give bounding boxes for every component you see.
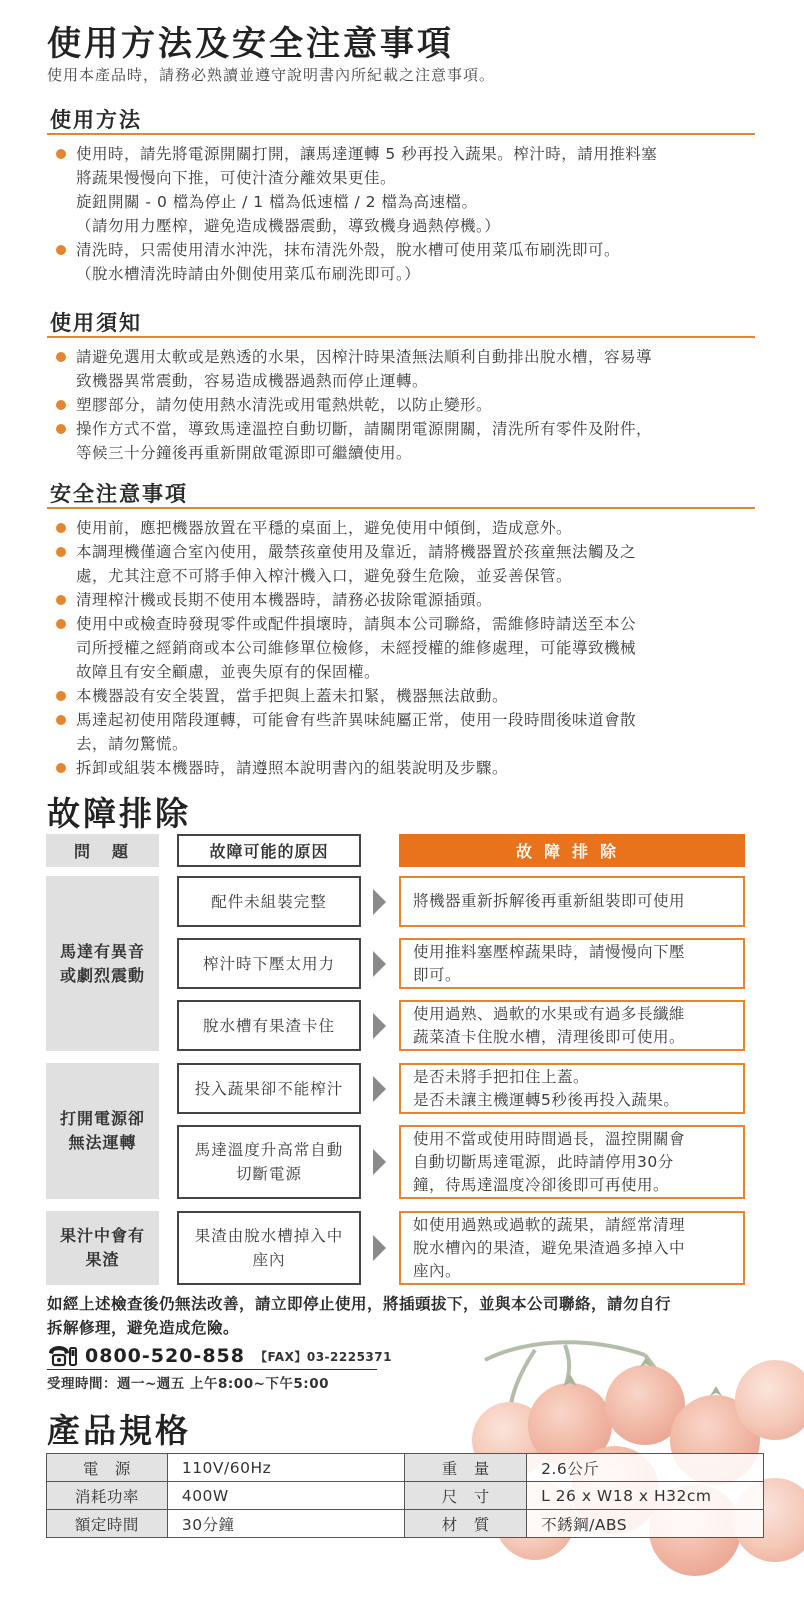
solution-item: 是否未將手把扣住上蓋。 是否未讓主機運轉5秒後再投入蔬果。	[399, 1063, 745, 1114]
list-item: 塑膠部分，請勿使用熱水清洗或用電熱烘乾，以防止變形。	[55, 393, 760, 417]
solution-column-header: 故障排除	[399, 834, 745, 867]
arrow-right-icon	[373, 1076, 386, 1102]
spec-label: 材 質	[405, 1510, 527, 1538]
problem-no-power: 打開電源卻 無法運轉	[46, 1063, 159, 1199]
table-row	[47, 1510, 764, 1538]
list-item: 使用時，請先將電源開關打開，讓馬達運轉 5 秒再投入蔬果。榨汁時，請用推料塞 將蔬果慢慢向下推，可使汁渣分離效果更佳。 旋鈕開關 - 0 檔為停止 / 1 檔為低速檔 / 2 檔為高速檔。 （請勿用力壓榨，避免造成機器震動，導致機身過熱停機。）	[55, 142, 760, 238]
problem-column-header: 問 題	[46, 834, 159, 867]
notice-divider	[47, 336, 755, 338]
bullet-icon	[56, 619, 66, 629]
problem-motor-noise: 馬達有異音 或劇烈震動	[46, 876, 159, 1051]
list-item: 本調理機僅適合室內使用，嚴禁孩童使用及靠近，請將機器置於孩童無法觸及之 處，尤其注意不可將手伸入榨汁機入口，避免發生危險，並妥善保管。	[55, 540, 760, 588]
notice-list	[55, 345, 760, 465]
troubleshooting-title: 故障排除	[47, 794, 191, 833]
notice-heading: 使用須知	[50, 311, 142, 335]
bullet-icon	[56, 595, 66, 605]
safety-divider	[47, 507, 755, 509]
phone-icon	[47, 1345, 77, 1367]
bullet-icon	[56, 424, 66, 434]
list-item: 本機器設有安全裝置，當手把與上蓋未扣緊，機器無法啟動。	[55, 684, 760, 708]
service-hours: 受理時間：週一~週五 上午8:00~下午5:00	[47, 1376, 329, 1392]
list-item: 清洗時，只需使用清水沖洗，抹布清洗外殼，脫水槽可使用菜瓜布刷洗即可。 （脫水槽清洗時請由外側使用菜瓜布刷洗即可。）	[55, 238, 760, 286]
safety-heading: 安全注意事項	[50, 482, 188, 506]
spec-label: 額定時間	[47, 1510, 168, 1538]
solution-item: 使用推料塞壓榨蔬果時，請慢慢向下壓 即可。	[399, 938, 745, 989]
fax-number: 【FAX】03-2225371	[254, 1349, 392, 1364]
spec-title: 產品規格	[47, 1411, 191, 1450]
arrow-right-icon	[373, 1149, 386, 1175]
list-item: 操作方式不當，導致馬達溫控自動切斷，請關閉電源開關，清洗所有零件及附件， 等候三十分鐘後再重新開啟電源即可繼續使用。	[55, 417, 760, 465]
spec-label: 電 源	[47, 1454, 168, 1482]
spec-label: 重 量	[405, 1454, 527, 1482]
bullet-icon	[56, 245, 66, 255]
arrow-right-icon	[373, 1235, 386, 1261]
cause-column-header: 故障可能的原因	[177, 834, 361, 867]
bullet-icon	[56, 400, 66, 410]
cause-item: 果渣由脫水槽掉入中 座內	[177, 1211, 361, 1285]
phone-number: 0800-520-858	[85, 1345, 245, 1367]
list-item: 拆卸或組裝本機器時，請遵照本說明書內的組裝說明及步驟。	[55, 756, 760, 780]
spec-value: 2.6公斤	[527, 1454, 764, 1482]
bullet-icon	[56, 715, 66, 725]
bullet-icon	[56, 547, 66, 557]
solution-item: 將機器重新拆解後再重新組裝即可使用	[399, 876, 745, 927]
cause-item: 馬達溫度升高常自動 切斷電源	[177, 1125, 361, 1199]
bullet-icon	[56, 523, 66, 533]
solution-item: 如使用過熟或過軟的蔬果，請經常清理 脫水槽內的果渣，避免果渣過多掉入中 座內。	[399, 1211, 745, 1285]
list-item: 清理榨汁機或長期不使用本機器時，請務必拔除電源插頭。	[55, 588, 760, 612]
warning-text: 如經上述檢查後仍無法改善，請立即停止使用，將插頭拔下，並與本公司聯絡，請勿自行 拆解修理，避免造成危險。	[47, 1295, 672, 1337]
spec-value: 400W	[167, 1482, 405, 1510]
list-item: 請避免選用太軟或是熟透的水果，因榨汁時果渣無法順利自動排出脫水槽，容易導 致機器異常震動，容易造成機器過熱而停止運轉。	[55, 345, 760, 393]
bullet-icon	[56, 763, 66, 773]
bullet-icon	[56, 691, 66, 701]
spec-value: 不銹鋼/ABS	[527, 1510, 764, 1538]
arrow-right-icon	[373, 951, 386, 977]
spec-value: L 26 x W18 x H32cm	[527, 1482, 764, 1510]
cause-item: 配件未組裝完整	[177, 876, 361, 927]
spec-value: 30分鐘	[167, 1510, 405, 1538]
spec-table	[46, 1453, 764, 1538]
table-row	[47, 1482, 764, 1510]
cause-item: 榨汁時下壓太用力	[177, 938, 361, 989]
list-item: 使用中或檢查時發現零件或配件損壞時，請與本公司聯絡，需維修時請送至本公 司所授權之經銷商或本公司維修單位檢修，未經授權的維修處理，可能導致機械 故障且有安全顧慮，並喪失原有的保固權。	[55, 612, 760, 684]
spec-label: 尺 寸	[405, 1482, 527, 1510]
cause-item: 脫水槽有果渣卡住	[177, 1000, 361, 1051]
list-item: 馬達起初使用階段運轉，可能會有些許異味純屬正常，使用一段時間後味道會散 去，請勿驚慌。	[55, 708, 760, 756]
cause-item: 投入蔬果卻不能榨汁	[177, 1063, 361, 1114]
page-subtitle: 使用本產品時，請務必熟讀並遵守說明書內所紀載之注意事項。	[47, 66, 496, 84]
arrow-right-icon	[373, 1013, 386, 1039]
table-row	[47, 1454, 764, 1482]
arrow-right-icon	[373, 889, 386, 915]
bullet-icon	[56, 149, 66, 159]
hotline-divider	[47, 1369, 377, 1370]
solution-item: 使用不當或使用時間過長，溫控開關會 自動切斷馬達電源，此時請停用30分 鐘，待馬達溫度冷卻後即可再使用。	[399, 1125, 745, 1199]
usage-divider	[47, 133, 755, 135]
problem-pulp-in-juice: 果汁中會有 果渣	[46, 1211, 159, 1285]
usage-heading: 使用方法	[50, 108, 142, 132]
page-title: 使用方法及安全注意事項	[47, 24, 454, 64]
bullet-icon	[56, 352, 66, 362]
usage-list	[55, 142, 760, 286]
spec-value: 110V/60Hz	[167, 1454, 405, 1482]
hotline	[47, 1344, 392, 1368]
solution-item: 使用過熟、過軟的水果或有過多長纖維 蔬菜渣卡住脫水槽，清理後即可使用。	[399, 1000, 745, 1051]
spec-label: 消耗功率	[47, 1482, 168, 1510]
list-item: 使用前，應把機器放置在平穩的桌面上，避免使用中傾倒，造成意外。	[55, 516, 760, 540]
safety-list	[55, 516, 760, 780]
